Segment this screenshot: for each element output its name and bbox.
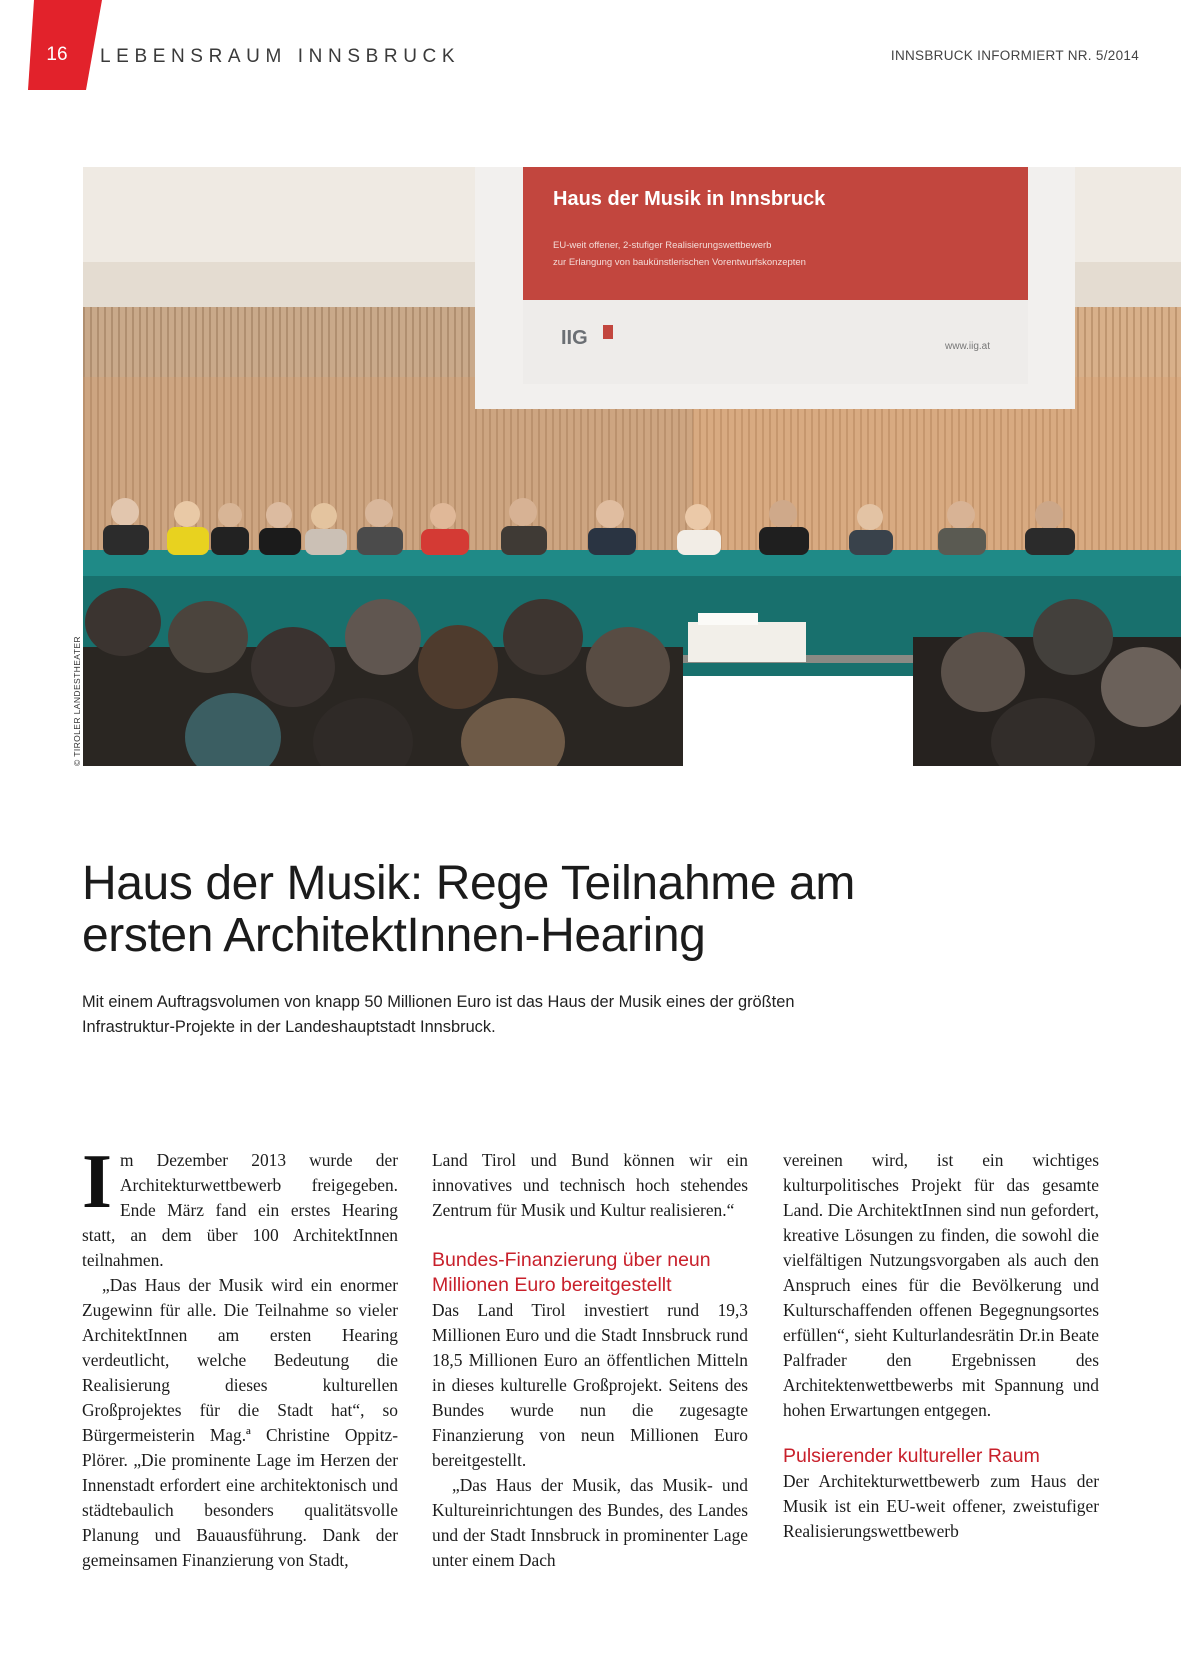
page-number: 16 (46, 44, 68, 65)
hearing-photo (83, 167, 1181, 766)
screen-url: www.iig.at (945, 341, 991, 352)
paragraph: vereinen wird, ist ein wichtiges kulturpolitisches Projekt für das gesamte Land. Die ArchitektInnen sind nun gefordert, kreative Lösungen zu finden, die sowohl die vielfältigen Nutzungsvorgaben als auch den Anspruch eines für die Bevölkerung und Kulturschaffenden offenen Begegnungsortes erfüllen“, sieht Kulturlandesrätin Dr.in Beate Palfrader den Ergebnissen des Architektenwettbewerbs mit Spannung und hohen Erwartungen entgegen. (783, 1150, 1099, 1420)
screen-logo: IIG (561, 327, 588, 349)
screen-line-1: EU-weit offener, 2-stufiger Realisierungswettbewerb (553, 240, 772, 251)
issue-label: INNSBRUCK INFORMIERT NR. 5/2014 (890, 48, 1139, 63)
paragraph: Land Tirol und Bund können wir ein innovatives und technisch hoch stehendes Zentrum für Musik und Kultur realisieren.“ (432, 1150, 748, 1220)
logo-mark (603, 325, 613, 339)
subheading-cultural-space: Pulsierender kultureller Raum (783, 1445, 1040, 1467)
article-headline: Haus der Musik: Rege Teilnahme am ersten ArchitektInnen-Hearing (82, 857, 855, 962)
screen-line-2: zur Erlangung von baukünstlerischen Vorentwurfskonzepten (553, 257, 806, 268)
article-column-2 (432, 1148, 748, 1573)
article-column-3 (783, 1148, 1099, 1544)
article-lead: Mit einem Auftragsvolumen von knapp 50 Millionen Euro ist das Haus der Musik eines der größten Infrastruktur-Projekte in der Landeshauptstadt Innsbruck. (82, 993, 795, 1036)
paragraph: m Dezember 2013 wurde der Architekturwettbewerb freigegeben. Ende März fand ein erstes Hearing statt, an dem über 100 ArchitektInnen teilnahmen. (82, 1150, 398, 1270)
paragraph: Der Architekturwettbewerb zum Haus der Musik ist ein EU-weit offener, zweistufiger Realisierungswettbewerb (783, 1471, 1099, 1541)
paragraph: „Das Haus der Musik wird ein enormer Zugewinn für alle. Die Teilnahme so vieler ArchitektInnen am ersten Hearing verdeutlicht, welche Bedeutung die Realisierung dieses kulturellen Großprojektes für die Stadt hat“, so Bürgermeisterin Mag.ª Christine Oppitz-Plörer. „Die prominente Lage im Herzen der Innenstadt erfordert eine architektonisch und städtebaulich besonders qualitätsvolle Planung und Bauausführung. Dank der gemeinsamen Finanzierung von Stadt, (82, 1275, 398, 1570)
section-title: LEBENSRAUM INNSBRUCK (100, 46, 461, 67)
drop-cap: I (82, 1138, 112, 1224)
paragraph: Das Land Tirol investiert rund 19,3 Millionen Euro und die Stadt Innsbruck rund 18,5 Millionen Euro an öffentlichen Mitteln in dieses kulturelle Großprojekt. Seitens des Bundes wurde nun die zugesagte Finanzierung von neun Millionen Euro bereitgestellt. (432, 1300, 748, 1470)
photo-credit: © TIROLER LANDESTHEATER (72, 636, 82, 766)
subheading-financing: Bundes-Finanzierung über neun Millionen Euro bereitgestellt (432, 1249, 711, 1296)
screen-title: Haus der Musik in Innsbruck (553, 188, 826, 210)
article-column-1 (82, 1138, 398, 1573)
paragraph: „Das Haus der Musik, das Musik- und Kultureinrichtungen des Bundes, des Landes und der Stadt Innsbruck in prominenter Lage unter einem Dach (432, 1475, 748, 1570)
